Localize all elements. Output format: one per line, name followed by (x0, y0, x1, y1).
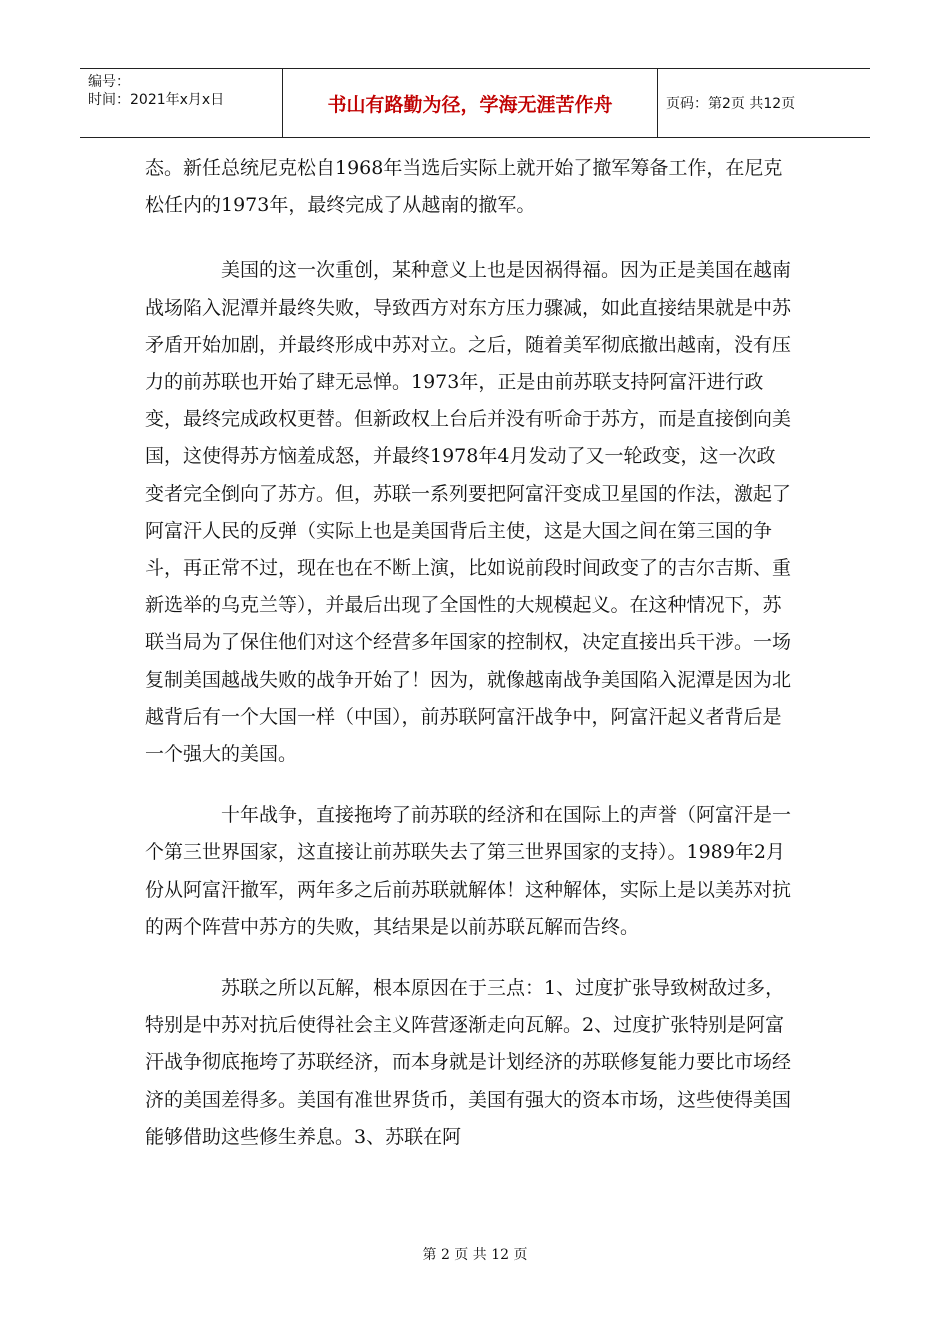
header-page-info: 页码：第2页 共12页 (666, 96, 796, 112)
page-header (80, 68, 870, 138)
header-meta (80, 69, 282, 137)
paragraph-1: 态。新任总统尼克松自1968年当选后实际上就开始了撤军筹备工作，在尼克松任内的1973年，最终完成了从越南的撤军。 (145, 157, 783, 217)
number-label: 编号： (88, 74, 130, 90)
paragraph-3: 十年战争，直接拖垮了前苏联的经济和在国际上的声誉（阿富汗是一个第三世界国家，这直接让前苏联失去了第三世界国家的支持）。1989年2月份从阿富汗撤军，两年多之后前苏联就解体！这种解体，实际上是以美苏对抗的两个阵营中苏方的失败，其结果是以前苏联瓦解而告终。 (145, 804, 792, 938)
page-footer: 第 2 页 共 12 页 (422, 1247, 528, 1263)
paragraph-2: 美国的这一次重创，某种意义上也是因祸得福。因为正是美国在越南战场陷入泥潭并最终失败，导致西方对东方压力骤减，如此直接结果就是中苏矛盾开始加剧，并最终形成中苏对立。之后，随着美军彻底撤出越南，没有压力的前苏联也开始了肆无忌惮。1973年，正是由前苏联支持阿富汗进行政变，最终完成政权更替。但新政权上台后并没有听命于苏方，而是直接倒向美国，这使得苏方恼羞成怒，并最终1978年4月发动了又一轮政变，这一次政变者完全倒向了苏方。但，苏联一系列要把阿富汗变成卫星国的作法，激起了阿富汗人民的反弹（实际上也是美国背后主使，这是大国之间在第三国的争斗，再正常不过，现在也在不断上演，比如说前段时间政变了的吉尔吉斯、重新选举的乌克兰等），并最后出现了全国性的大规模起义。在这种情况下，苏联当局为了保住他们对这个经营多年国家的控制权，决定直接出兵干涉。一场复制美国越战失败的战争开始了！因为，就像越南战争美国陷入泥潭是因为北越背后有一个大国一样（中国），前苏联阿富汗战争中，阿富汗起义者背后是一个强大的美国。 (145, 259, 792, 766)
paragraph-4: 苏联之所以瓦解，根本原因在于三点：1、过度扩张导致树敌过多，特别是中苏对抗后使得社会主义阵营逐渐走向瓦解。2、过度扩张特别是阿富汗战争彻底拖垮了苏联经济，而本身就是计划经济的苏联修复能力要比市场经济的美国差得多。美国有准世界货币，美国有强大的资本市场，这些使得美国能够借助这些修生养息。3、苏联在阿 (145, 977, 792, 1148)
time-label: 时间：2021年x月x日 (88, 92, 225, 108)
document-body (145, 150, 793, 1180)
header-motto: 书山有路勤为径，学海无涯苦作舟 (282, 69, 658, 137)
